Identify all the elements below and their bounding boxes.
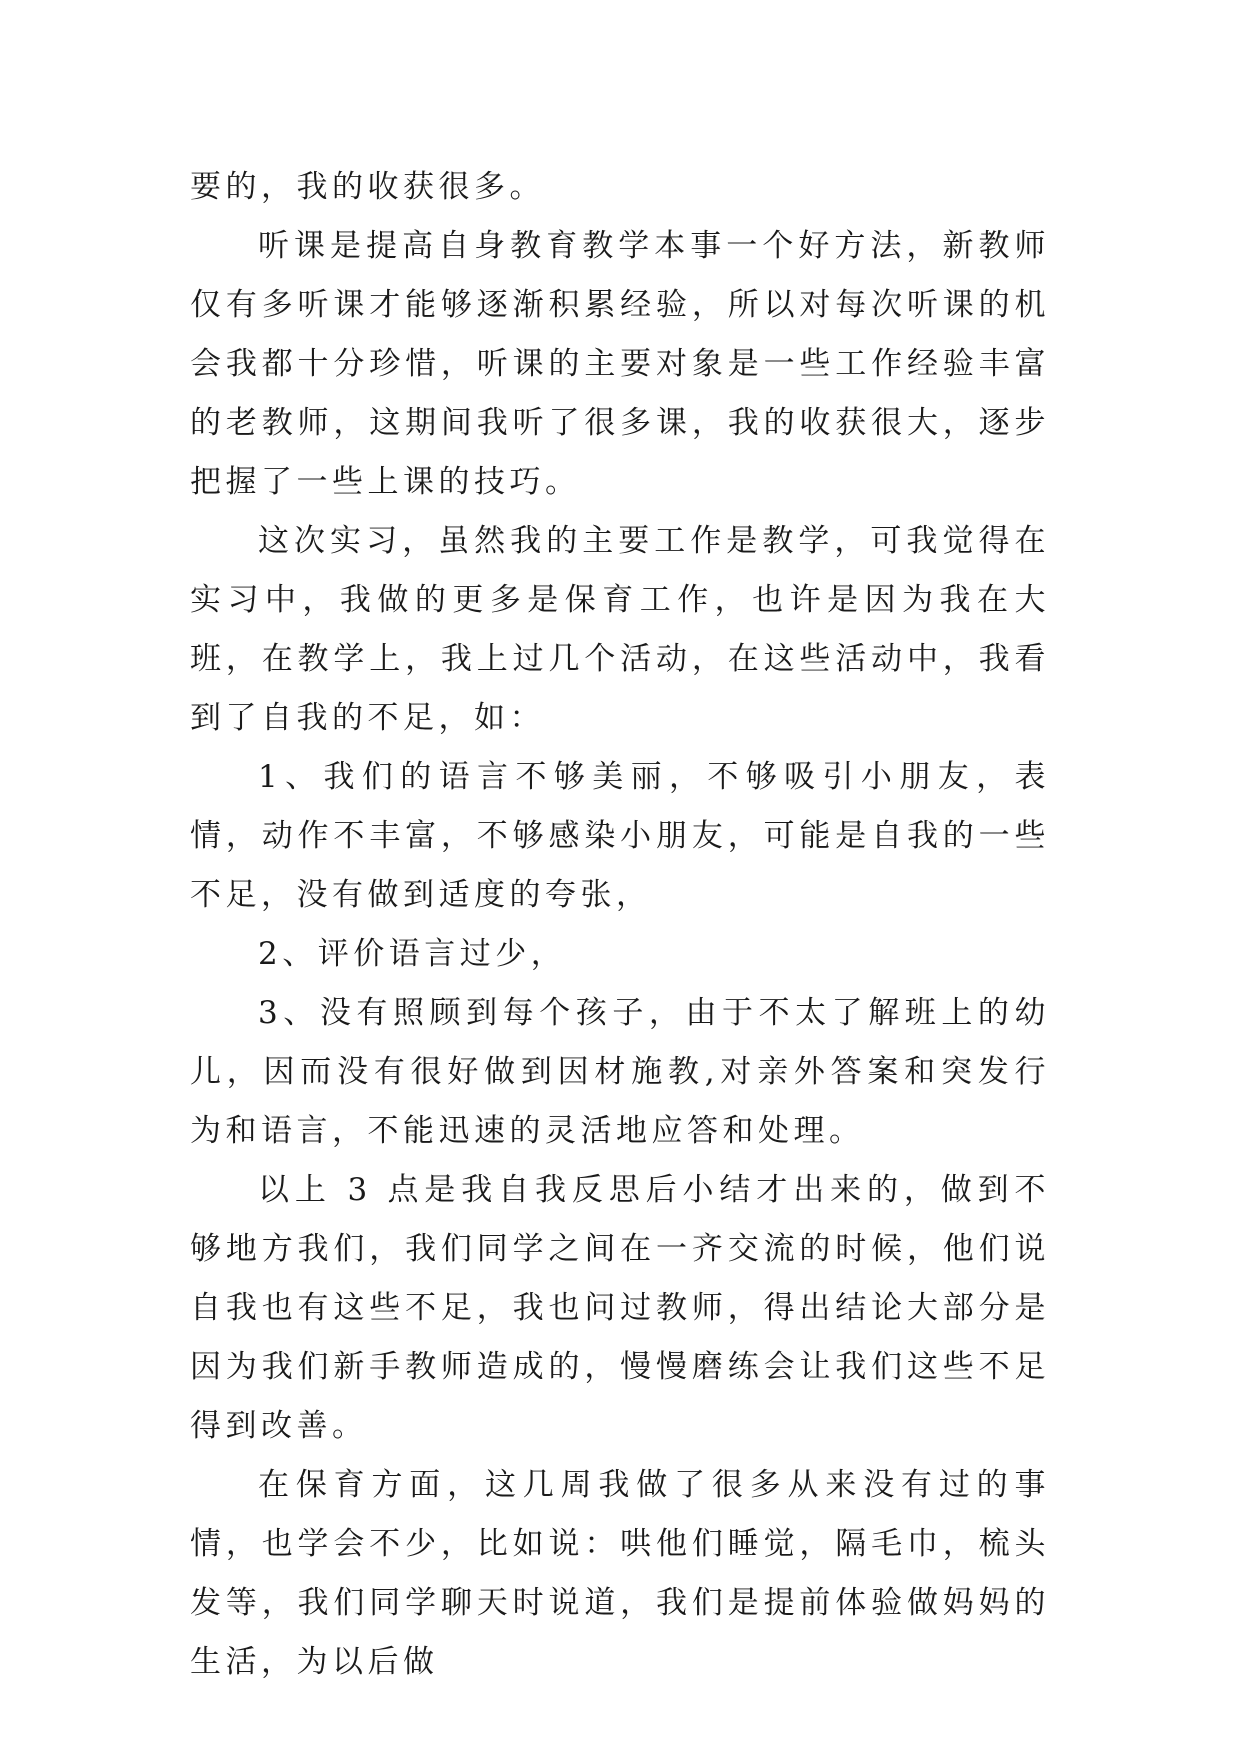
paragraph-3: 这次实习，虽然我的主要工作是教学，可我觉得在实习中，我做的更多是保育工作，也许是因为我在大班，在教学上，我上过几个活动，在这些活动中，我看到了自我的不足，如： [190, 523, 1050, 736]
paragraph-5: 2、评价语言过少， [258, 936, 567, 972]
paragraph-6: 3、没有照顾到每个孩子，由于不太了解班上的幼儿，因而没有很好做到因材施教,对亲外答案和突发行为和语言，不能迅速的灵活地应答和处理。 [190, 995, 1050, 1149]
paragraph-4: 1、我们的语言不够美丽，不够吸引小朋友，表情，动作不丰富，不够感染小朋友，可能是自我的一些不足，没有做到适度的夸张， [190, 759, 1050, 913]
paragraph-1: 要的，我的收获很多。 [190, 169, 545, 205]
document-body [190, 158, 1050, 1692]
paragraph-8: 在保育方面，这几周我做了很多从来没有过的事情，也学会不少，比如说：哄他们睡觉，隔毛巾，梳头发等，我们同学聊天时说道，我们是提前体验做妈妈的生活，为以后做 [190, 1467, 1050, 1680]
paragraph-7: 以上 3 点是我自我反思后小结才出来的，做到不够地方我们，我们同学之间在一齐交流的时候，他们说自我也有这些不足，我也问过教师，得出结论大部分是因为我们新手教师造成的，慢慢磨练会让我们这些不足得到改善。 [190, 1172, 1050, 1444]
paragraph-2: 听课是提高自身教育教学本事一个好方法，新教师仅有多听课才能够逐渐积累经验，所以对每次听课的机会我都十分珍惜，听课的主要对象是一些工作经验丰富的老教师，这期间我听了很多课，我的收获很大，逐步把握了一些上课的技巧。 [190, 228, 1050, 500]
